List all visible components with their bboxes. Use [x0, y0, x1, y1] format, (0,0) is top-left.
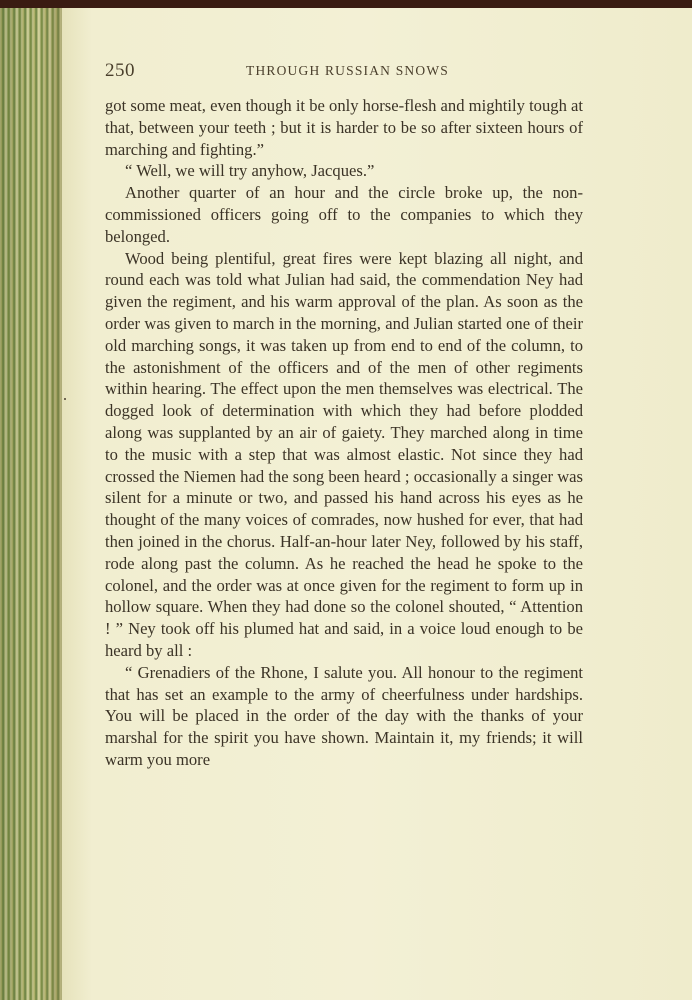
- paragraph-continued: got some meat, even though it be only horse-flesh and mightily tough at that, between your teeth ; but it is harder to be so after sixteen hours of marching and fighting.”: [105, 96, 583, 159]
- body-text: [105, 95, 583, 771]
- paragraph: Wood being plentiful, great fires were kept blazing all night, and round each was told what Julian had said, the commendation Ney had given the regiment, and his warm approval of the plan. As soon as the order was given to march in the morning, and Julian started one of their old marching songs, it was taken up from end to end of the column, to the astonishment of the officers and of the men of other regiments within hearing. The effect upon the men themselves was electrical. The dogged look of determination with which they had before plodded along was supplanted by an air of gaiety. They marched along in time to the music with a step that was almost elastic. Not since they had crossed the Niemen had the song been heard ; occasionally a singer was silent for a minute or two, and passed his hand across his eyes as he thought of the many voices of comrades, now hushed for ever, that had then joined in the chorus. Half-an-hour later Ney, followed by his staff, rode along past the column. As he reached the head he spoke to the colonel, and the order was at once given for the regiment to form up in hollow square. When they had done so the colonel shouted, “ Attention ! ” Ney took off his plumed hat and said, in a voice loud enough to be heard by all :: [105, 248, 583, 660]
- running-title: THROUGH RUSSIAN SNOWS: [246, 63, 449, 78]
- paragraph: “ Well, we will try anyhow, Jacques.”: [125, 161, 375, 181]
- book-binding: [0, 8, 62, 1000]
- page-number: 250: [105, 60, 135, 81]
- paragraph: “ Grenadiers of the Rhone, I salute you. All honour to the regiment that has set an example to the army of cheerfulness under hardships. You will be placed in the order of the day with the thanks of your marshal for the spirit you have shown. Maintain it, my friends; it will warm you more: [105, 662, 583, 769]
- page-header: [105, 60, 585, 84]
- book-top-edge: [0, 0, 692, 8]
- margin-speck: [64, 398, 66, 400]
- paragraph: Another quarter of an hour and the circle broke up, the non-commissioned officers going off to the companies to which they belonged.: [105, 183, 583, 246]
